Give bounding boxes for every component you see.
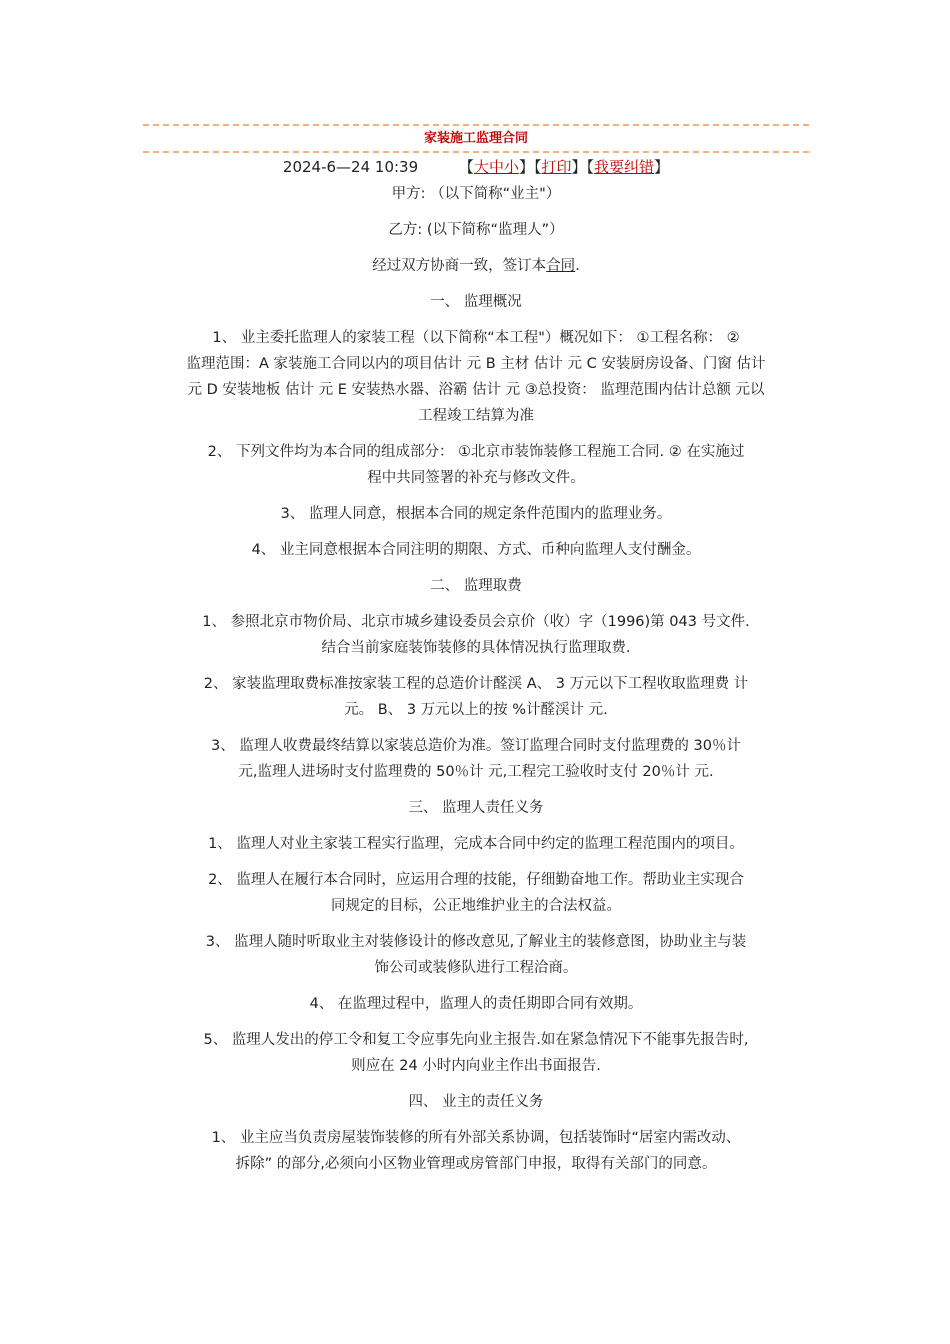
clause: 2、 下列文件均为本合同的组成部分： ①北京市装饰装修工程施工合同. ② 在实施过 程中共同签署的补充与修改文件。 <box>207 444 745 486</box>
publish-date: 2024-6—24 10:39 <box>282 158 419 176</box>
print-link[interactable]: 打印 <box>541 158 572 176</box>
title-dashed-divider <box>143 151 809 153</box>
clause: 3、 监理人随时听取业主对装修设计的修改意见,了解业主的装修意图，协助业主与装 饰公司或装修队进行工程洽商。 <box>205 934 747 976</box>
report-error-link[interactable]: 我要纠错 <box>594 158 655 176</box>
clause: 1、 参照北京市物价局、北京市城乡建设委员会京价（收）字（1996)第 043 号文件. 结合当前家庭装饰装修的具体情况执行监理取费. <box>202 614 750 656</box>
clause: 4、 业主同意根据本合同注明的期限、方式、币种向监理人支付酬金。 <box>251 542 701 558</box>
clause: 3、 监理人同意，根据本合同的规定条件范围内的监理业务。 <box>280 506 672 522</box>
clause: 4、 在监理过程中，监理人的责任期即合同有效期。 <box>309 996 643 1012</box>
document-page <box>143 0 809 1177</box>
page-title: 家装施工监理合同 <box>423 131 528 146</box>
agreement-statement: 经过双方协商一致，签订本合同. <box>372 258 580 274</box>
party-a: 甲方: （以下简称“业主"） <box>391 186 561 202</box>
clause: 1、 业主应当负责房屋装饰装修的所有外部关系协调，包括装饰时“居室内需改动、 拆除” 的部分,必须向小区物业管理或房管部门申报，取得有关部门的同意。 <box>211 1130 741 1172</box>
font-size-link[interactable]: 大中小 <box>473 158 519 176</box>
party-b: 乙方: (以下简称“监理人”） <box>388 222 564 238</box>
clause: 2、 家装监理取费标准按家装工程的总造价计醛渓 A、 3 万元以下工程收取监理费 计 元。 B、 3 万元以上的按 %计醛渓计 元. <box>203 676 749 718</box>
clause: 3、 监理人收费最终结算以家装总造价为准。签订监理合同时支付监理费的 30％计 元,监理人进场时支付监理费的 50％计 元,工程完工验收时支付 20％计 元. <box>211 738 741 780</box>
clause: 5、 监理人发出的停工令和复工令应事先向业主报告.如在紧急情况下不能事先报告时, 则应在 24 小时内向业主作出书面报告. <box>203 1032 749 1074</box>
contract-link[interactable]: 合同 <box>546 258 576 274</box>
section-heading: 三、 监理人责任义务 <box>408 800 544 816</box>
clause: 1、 业主委托监理人的家装工程（以下简称“本工程"）概况如下： ①工程名称： ② 监理范围：A 家装施工合同以内的项目估计 元 B 主材 估计 元 C 安装厨房设备、门窗 估计 元 D 安装地板 估计 元 E 安装热水器、浴霸 估计 元 ③总投资： 监理范围内估计总额 元以 工程竣工结算为准 <box>186 330 766 424</box>
section-heading: 一、 监理概况 <box>430 294 522 310</box>
article-meta: 2024-6—24 10:39 【大中小】【打印】【我要纠错】 <box>282 158 670 176</box>
section-heading: 二、 监理取费 <box>430 578 522 594</box>
section-heading: 四、 业主的责任义务 <box>408 1094 544 1110</box>
clause: 2、 监理人在履行本合同时，应运用合理的技能，仔细勤奋地工作。帮助业主实现合 同规定的目标，公正地维护业主的合法权益。 <box>208 872 744 914</box>
clause: 1、 监理人对业主家装工程实行监理，完成本合同中约定的监理工程范围内的项目。 <box>208 836 744 852</box>
top-dashed-divider <box>143 124 809 126</box>
